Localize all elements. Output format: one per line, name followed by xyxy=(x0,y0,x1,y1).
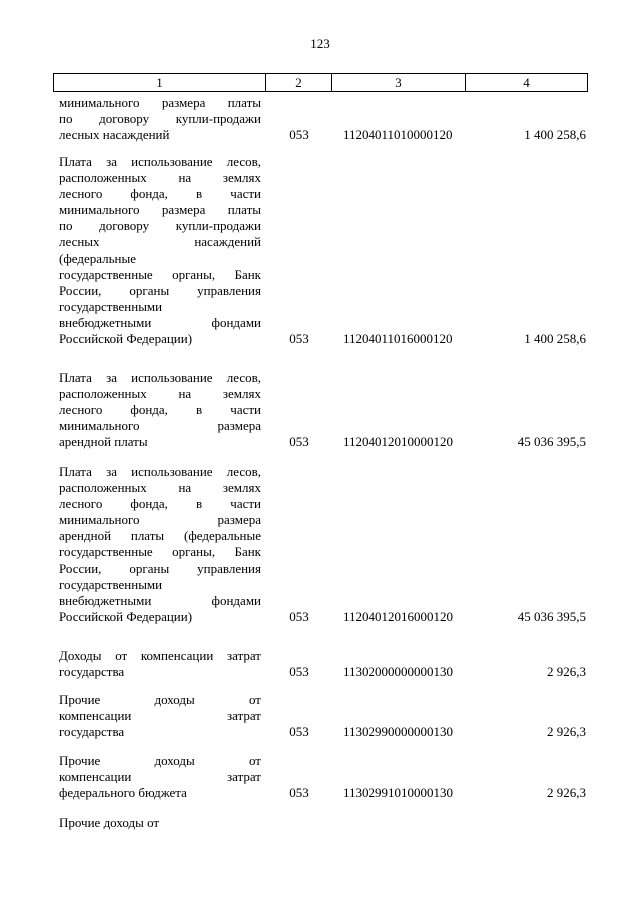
classification-code: 11204012010000120 xyxy=(343,434,454,450)
description-line: по договору купли-продажи xyxy=(59,111,261,127)
description-line: расположенных на землях xyxy=(59,386,261,402)
amount-value: 1 400 258,6 xyxy=(524,331,586,347)
description-line: по договору купли-продажи xyxy=(59,218,261,234)
description-line: Прочие доходы от xyxy=(59,815,160,830)
description-line: арендной платы (федеральные xyxy=(59,528,261,544)
admin-code: 053 xyxy=(289,724,309,740)
description-line: Плата за использование лесов, xyxy=(59,154,261,169)
classification-code: 11204012016000120 xyxy=(343,608,454,624)
description-line: Плата за использование лесов, xyxy=(59,464,261,479)
description-line: расположенных на землях xyxy=(59,170,261,186)
admin-code: 053 xyxy=(289,331,309,347)
description-line: минимального размера xyxy=(59,512,261,528)
description-line: Прочие доходы от xyxy=(59,692,261,707)
header-col-2: 2 xyxy=(266,74,332,91)
description-line: Российской Федерации) xyxy=(59,331,193,347)
description-line: внебюджетными фондами xyxy=(59,314,261,330)
admin-code: 053 xyxy=(289,608,309,624)
description-line: расположенных на землях xyxy=(59,480,261,496)
row-description xyxy=(59,815,261,831)
description-line: минимального размера xyxy=(59,418,261,434)
description-line: государственные органы, Банк xyxy=(59,266,261,282)
description-line: Плата за использование лесов, xyxy=(59,370,261,385)
description-line: компенсации затрат xyxy=(59,769,261,785)
amount-value: 2 926,3 xyxy=(547,785,586,801)
amount-value: 1 400 258,6 xyxy=(524,127,586,143)
description-line: минимального размера платы xyxy=(59,202,261,218)
admin-code: 053 xyxy=(289,127,309,143)
row-description xyxy=(59,154,261,347)
classification-code: 11302991010000130 xyxy=(343,785,454,801)
row-description xyxy=(59,370,261,450)
description-line: лесных насаждений xyxy=(59,234,261,250)
classification-code: 11302990000000130 xyxy=(343,724,454,740)
amount-value: 2 926,3 xyxy=(547,664,586,680)
table-header xyxy=(53,73,588,92)
amount-value: 45 036 395,5 xyxy=(517,434,586,450)
row-description xyxy=(59,464,261,625)
amount-value: 2 926,3 xyxy=(547,724,586,740)
description-line: России, органы управления xyxy=(59,560,261,576)
description-line: Российской Федерации) xyxy=(59,608,193,624)
amount-value: 45 036 395,5 xyxy=(517,608,586,624)
description-line: лесного фонда, в части xyxy=(59,496,261,512)
description-line: (федеральные xyxy=(59,250,136,266)
row-description xyxy=(59,648,261,680)
description-line: государственными xyxy=(59,576,163,592)
description-line: государства xyxy=(59,724,125,740)
description-line: минимального размера платы xyxy=(59,95,261,110)
header-col-4: 4 xyxy=(523,74,530,90)
header-col-1: 1 xyxy=(54,74,266,91)
description-line: лесного фонда, в части xyxy=(59,402,261,418)
description-line: Доходы от компенсации затрат xyxy=(59,648,261,663)
description-line: России, органы управления xyxy=(59,282,261,298)
description-line: арендной платы xyxy=(59,434,148,450)
row-description xyxy=(59,692,261,740)
description-line: государственные органы, Банк xyxy=(59,544,261,560)
admin-code: 053 xyxy=(289,664,309,680)
description-line: федерального бюджета xyxy=(59,785,187,801)
description-line: государства xyxy=(59,664,125,680)
description-line: государственными xyxy=(59,298,163,314)
description-line: лесных насаждений xyxy=(59,127,170,143)
page-number: 123 xyxy=(310,36,330,51)
classification-code: 11204011010000120 xyxy=(343,127,453,143)
classification-code: 11302000000000130 xyxy=(343,664,454,680)
header-col-3: 3 xyxy=(332,74,466,91)
description-line: внебюджетными фондами xyxy=(59,592,261,608)
admin-code: 053 xyxy=(289,785,309,801)
description-line: Прочие доходы от xyxy=(59,753,261,768)
row-description xyxy=(59,753,261,801)
classification-code: 11204011016000120 xyxy=(343,331,453,347)
description-line: компенсации затрат xyxy=(59,708,261,724)
row-description xyxy=(59,95,261,143)
admin-code: 053 xyxy=(289,434,309,450)
description-line: лесного фонда, в части xyxy=(59,186,261,202)
